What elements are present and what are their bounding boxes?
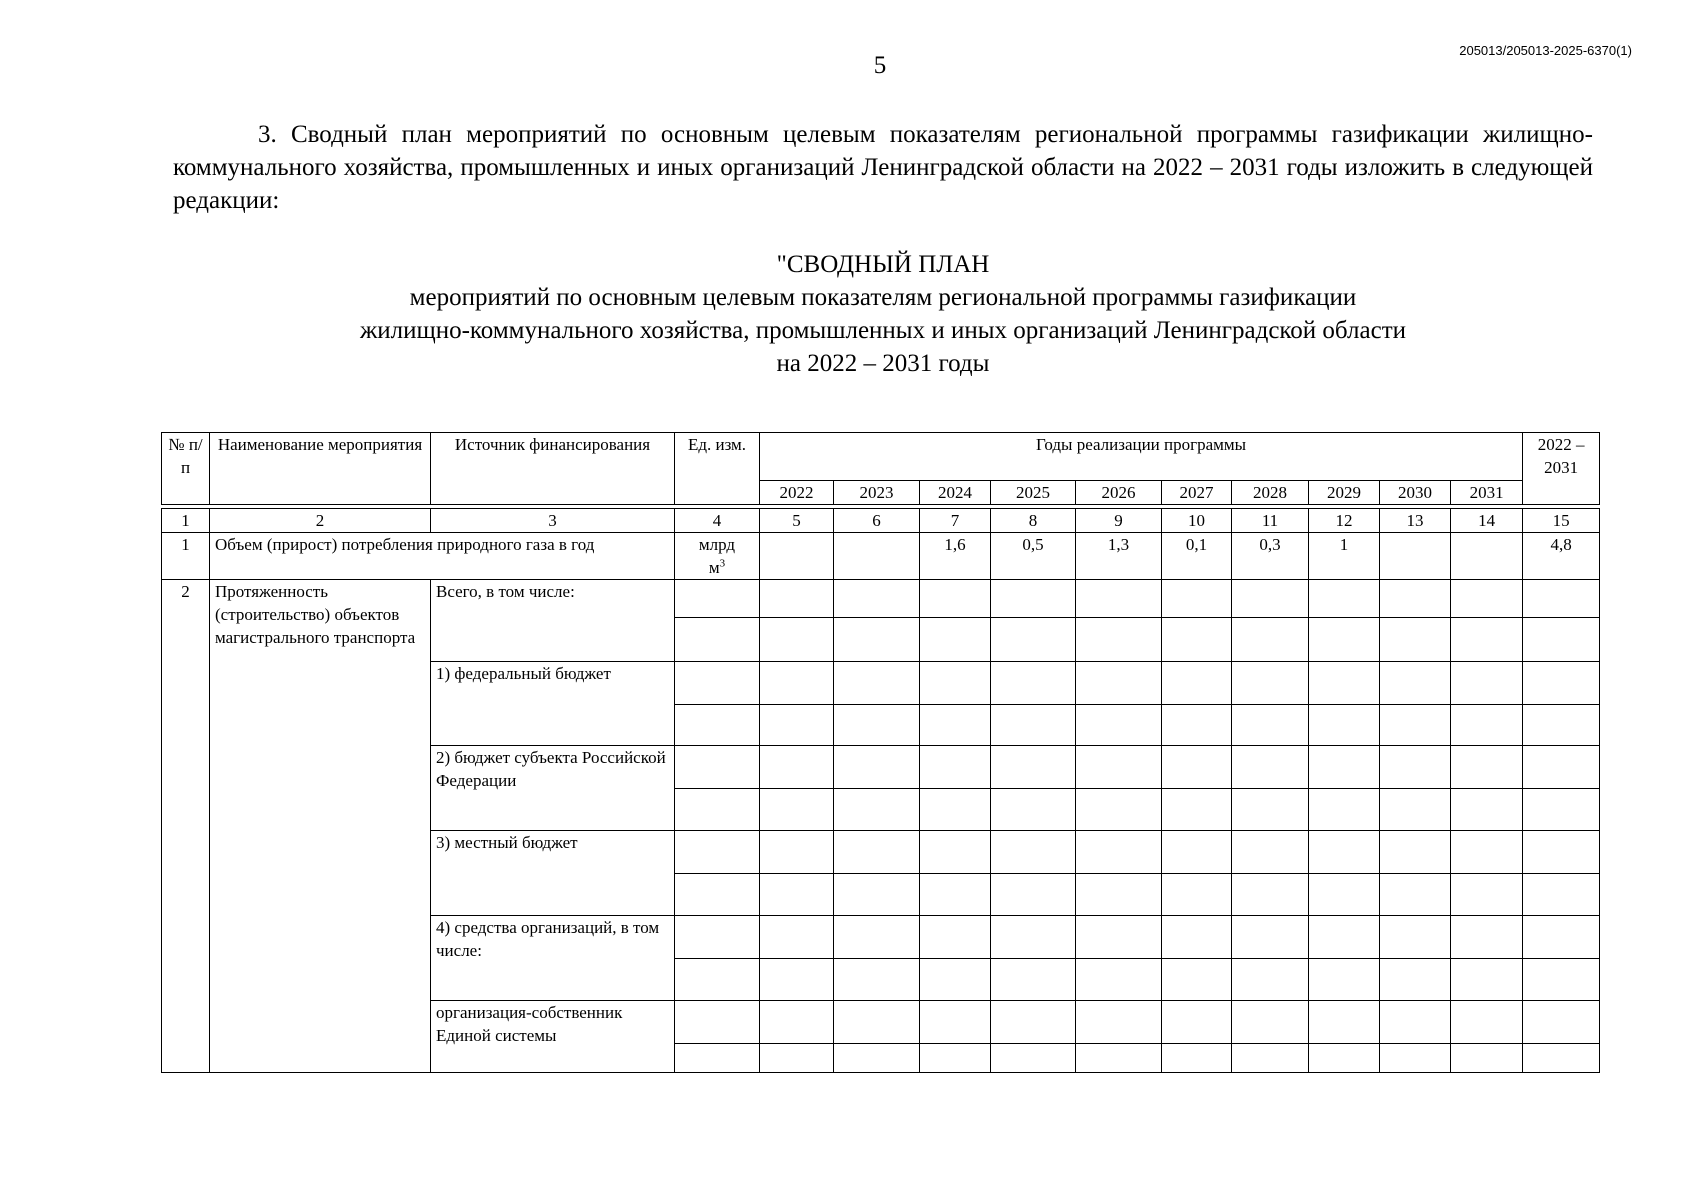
column-number: 8 bbox=[991, 509, 1076, 533]
header-year: 2023 bbox=[834, 481, 920, 505]
row-value: 1,6 bbox=[920, 533, 991, 580]
unit-sub: м bbox=[708, 558, 720, 577]
row-unit bbox=[675, 533, 760, 580]
row-source: 1) федеральный бюджет bbox=[431, 662, 675, 746]
row-value: 0,3 bbox=[1232, 533, 1309, 580]
header-year: 2027 bbox=[1162, 481, 1232, 505]
document-id: 205013/205013-2025-6370(1) bbox=[1459, 43, 1632, 58]
row-source: 4) средства организаций, в том числе: bbox=[431, 916, 675, 1001]
row-value bbox=[1451, 533, 1523, 580]
column-numbers-row bbox=[162, 509, 1600, 533]
header-year: 2029 bbox=[1309, 481, 1380, 505]
header-total: 2022 – 2031 bbox=[1523, 433, 1600, 505]
column-number: 11 bbox=[1232, 509, 1309, 533]
header-years-group: Годы реализации программы bbox=[760, 433, 1523, 481]
column-number: 5 bbox=[760, 509, 834, 533]
unit-sub-wrap bbox=[680, 556, 754, 579]
header-year: 2022 bbox=[760, 481, 834, 505]
row-value: 1,3 bbox=[1076, 533, 1162, 580]
column-number: 6 bbox=[834, 509, 920, 533]
column-number: 13 bbox=[1380, 509, 1451, 533]
plan-table bbox=[161, 432, 1600, 1073]
row-source: организация-собственник Единой системы bbox=[431, 1001, 675, 1073]
column-number: 1 bbox=[162, 509, 210, 533]
header-year: 2026 bbox=[1076, 481, 1162, 505]
row-value: 1 bbox=[1309, 533, 1380, 580]
row-source: 2) бюджет субъекта Российской Федерации bbox=[431, 746, 675, 831]
header-year: 2031 bbox=[1451, 481, 1523, 505]
header-num: № п/п bbox=[162, 433, 210, 505]
title-line-4: на 2022 – 2031 годы bbox=[776, 350, 990, 377]
row-name: Объем (прирост) потребления природного газа в год bbox=[210, 533, 675, 580]
row-number: 1 bbox=[162, 533, 210, 580]
header-year: 2024 bbox=[920, 481, 991, 505]
column-number: 2 bbox=[210, 509, 431, 533]
header-year: 2025 bbox=[991, 481, 1076, 505]
intro-paragraph: 3. Сводный план мероприятий по основным целевым показателям региональной программы газификации жилищно-коммунального хозяйства, промышленных и иных организаций Ленинградской области на 2022 – 2031 годы изложить в следующей редакции: bbox=[173, 121, 1593, 214]
header-unit: Ед. изм. bbox=[675, 433, 760, 505]
row-number: 2 bbox=[162, 580, 210, 1073]
row-value: 0,5 bbox=[991, 533, 1076, 580]
row-value: 0,1 bbox=[1162, 533, 1232, 580]
plan-title bbox=[173, 248, 1593, 380]
column-number: 4 bbox=[675, 509, 760, 533]
column-number: 14 bbox=[1451, 509, 1523, 533]
header-source: Источник финансирования bbox=[431, 433, 675, 505]
column-number: 7 bbox=[920, 509, 991, 533]
title-line-1: "СВОДНЫЙ ПЛАН bbox=[776, 251, 990, 278]
title-line-3: жилищно-коммунального хозяйства, промышленных и иных организаций Ленинградской области bbox=[359, 317, 1407, 344]
header-year: 2030 bbox=[1380, 481, 1451, 505]
table-row bbox=[162, 533, 1600, 580]
row-source: Всего, в том числе: bbox=[431, 580, 675, 662]
header-row bbox=[162, 433, 1600, 481]
table-row bbox=[162, 580, 1600, 618]
column-number: 9 bbox=[1076, 509, 1162, 533]
header-year: 2028 bbox=[1232, 481, 1309, 505]
row-total: 4,8 bbox=[1523, 533, 1600, 580]
row-value bbox=[760, 533, 834, 580]
header-name: Наименование мероприятия bbox=[210, 433, 431, 505]
title-line-2: мероприятий по основным целевым показателям региональной программы газификации bbox=[409, 284, 1357, 311]
row-name: Протяженность (строительство) объектов магистрального транспорта bbox=[210, 580, 431, 1073]
column-number: 3 bbox=[431, 509, 675, 533]
row-source: 3) местный бюджет bbox=[431, 831, 675, 916]
column-number: 12 bbox=[1309, 509, 1380, 533]
row-value bbox=[834, 533, 920, 580]
row-value bbox=[1380, 533, 1451, 580]
column-number: 10 bbox=[1162, 509, 1232, 533]
unit-main: млрд bbox=[698, 535, 736, 554]
unit-sup: 3 bbox=[719, 557, 726, 570]
page-number: 5 bbox=[873, 52, 887, 79]
column-number: 15 bbox=[1523, 509, 1600, 533]
